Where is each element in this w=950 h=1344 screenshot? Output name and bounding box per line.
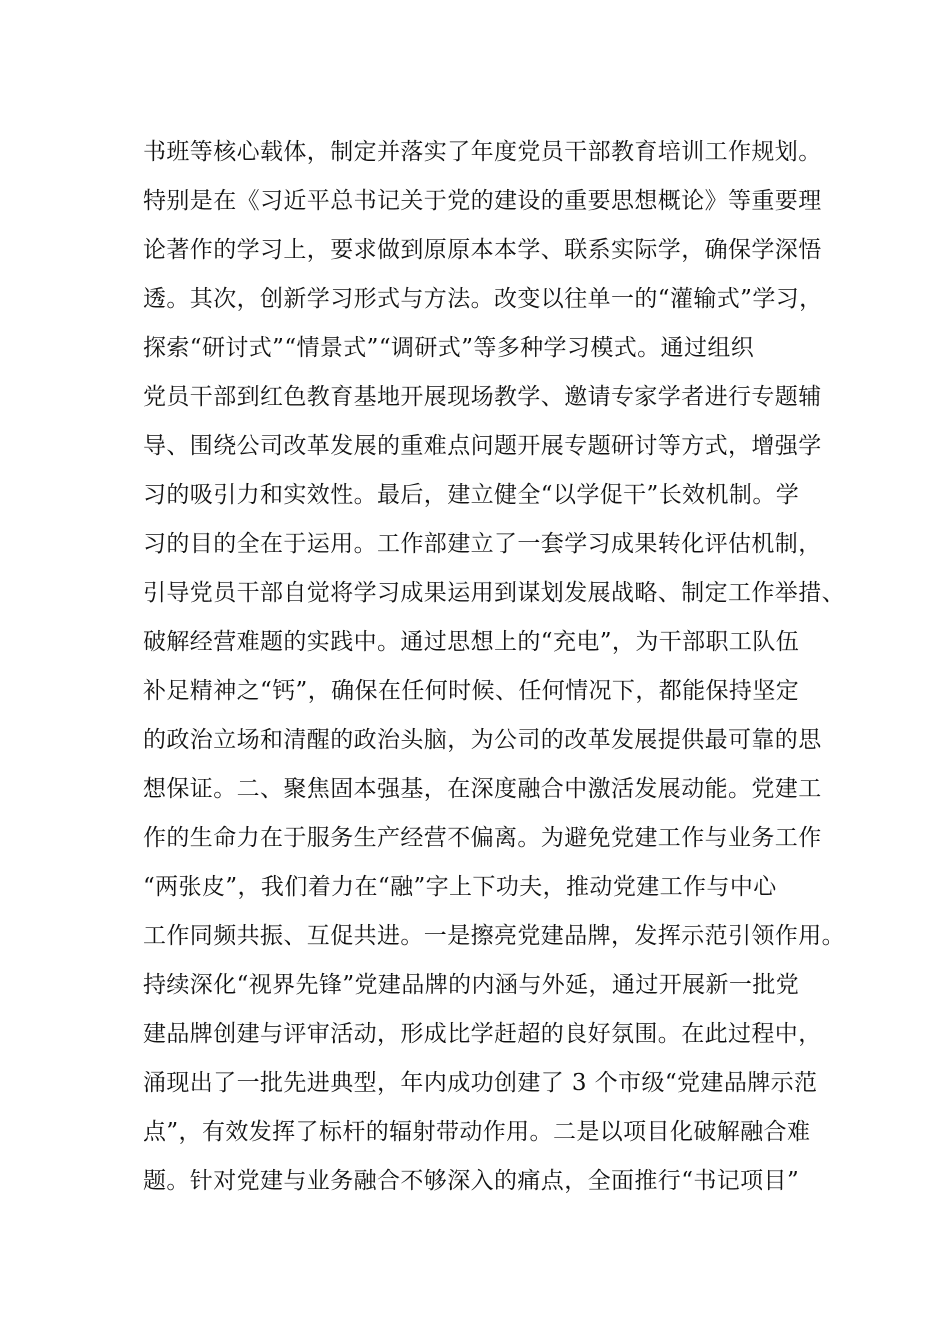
text-line: 透。其次，创新学习形式与方法。改变以往单一的“灌输式”学习， [143, 286, 823, 312]
text-line: 习的目的全在于运用。工作部建立了一套学习成果转化评估机制， [143, 531, 822, 557]
text-line: 论著作的学习上，要求做到原原本本学、联系实际学，确保学深悟 [143, 237, 822, 263]
text-line: 破解经营难题的实践中。通过思想上的“充电”，为干部职工队伍 [143, 629, 800, 655]
text-line: 点”，有效发挥了标杆的辐射带动作用。二是以项目化破解融合难 [143, 1119, 811, 1145]
text-line: 想保证。二、聚焦固本强基，在深度融合中激活发展动能。党建工 [143, 776, 822, 802]
text-line: 习的吸引力和实效性。最后，建立健全“以学促干”长效机制。学 [143, 482, 800, 508]
text-line: 持续深化“视界先锋”党建品牌的内涵与外延，通过开展新一批党 [143, 972, 800, 998]
text-line: 特别是在《习近平总书记关于党的建设的重要思想概论》等重要理 [143, 188, 822, 214]
text-line: 工作同频共振、互促共进。一是擦亮党建品牌，发挥示范引领作用。 [143, 923, 845, 949]
text-line: 题。针对党建与业务融合不够深入的痛点，全面推行“书记项目” [143, 1168, 800, 1194]
text-line: 的政治立场和清醒的政治头脑，为公司的改革发展提供最可靠的思 [143, 727, 822, 753]
text-line: 引导党员干部自觉将学习成果运用到谋划发展战略、制定工作举措、 [143, 580, 845, 606]
text-line: 建品牌创建与评审活动，形成比学赶超的良好氛围。在此过程中， [143, 1021, 822, 1047]
text-line: 作的生命力在于服务生产经营不偏离。为避免党建工作与业务工作 [143, 825, 822, 851]
text-line: 书班等核心载体，制定并落实了年度党员干部教育培训工作规划。 [143, 139, 822, 165]
text-line: “两张皮”，我们着力在“融”字上下功夫，推动党建工作与中心 [143, 874, 777, 900]
text-line: 党员干部到红色教育基地开展现场教学、邀请专家学者进行专题辅 [143, 384, 822, 410]
text-line: 导、围绕公司改革发展的重难点问题开展专题研讨等方式，增强学 [143, 433, 822, 459]
text-line: 涌现出了一批先进典型，年内成功创建了 3 个市级“党建品牌示范 [143, 1070, 818, 1096]
text-line: 探索“研讨式”“情景式”“调研式”等多种学习模式。通过组织 [143, 335, 755, 361]
text-line: 补足精神之“钙”，确保在任何时候、任何情况下，都能保持坚定 [143, 678, 800, 704]
